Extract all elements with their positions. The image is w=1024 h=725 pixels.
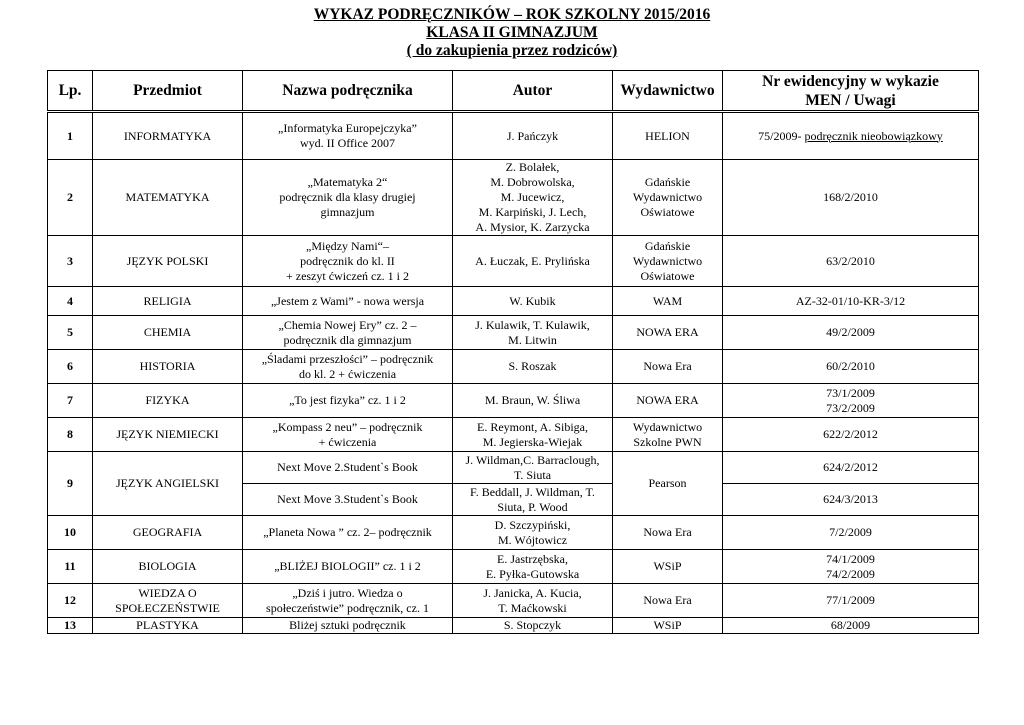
header-men-line-2: MEN / Uwagi <box>805 91 896 109</box>
row-book: „Śladami przeszłości” – podręcznik do kl. 2 + ćwiczenia <box>243 350 453 384</box>
title-line-2: KLASA II GIMNAZJUM <box>426 24 598 41</box>
row-men-number <box>723 516 979 550</box>
header-men <box>723 71 979 112</box>
row-author: J. Janicka, A. Kucia, T. Maćkowski <box>453 584 613 618</box>
row-subject: RELIGIA <box>93 287 243 316</box>
men-number: 49/2/2009 <box>826 325 875 339</box>
men-number: 7/2/2009 <box>829 525 872 539</box>
row-subject: CHEMIA <box>93 316 243 350</box>
header-subject: Przedmiot <box>93 71 243 112</box>
row-subject: JĘZYK ANGIELSKI <box>93 452 243 516</box>
row-book: „Między Nami“– podręcznik do kl. II + zeszyt ćwiczeń cz. 1 i 2 <box>243 236 453 287</box>
row-subject: GEOGRAFIA <box>93 516 243 550</box>
row-subject: JĘZYK NIEMIECKI <box>93 418 243 452</box>
table-row <box>48 112 979 160</box>
row-book: Next Move 3.Student`s Book <box>243 484 453 516</box>
header-men-line-1: Nr ewidencyjny w wykazie <box>762 72 939 90</box>
table-row <box>48 160 979 236</box>
row-subject: INFORMATYKA <box>93 112 243 160</box>
table-row <box>48 584 979 618</box>
row-subject: MATEMATYKA <box>93 160 243 236</box>
row-men-number <box>723 236 979 287</box>
row-subject: WIEDZA O SPOŁECZEŃSTWIE <box>93 584 243 618</box>
table-row <box>48 236 979 287</box>
row-subject: JĘZYK POLSKI <box>93 236 243 287</box>
row-men-number <box>723 160 979 236</box>
title-line-3: ( do zakupienia przez rodziców) <box>406 42 618 59</box>
row-publisher: Wydawnictwo Szkolne PWN <box>613 418 723 452</box>
row-book: „Chemia Nowej Ery” cz. 2 – podręcznik dla gimnazjum <box>243 316 453 350</box>
table-header-row <box>48 71 979 112</box>
row-men-number <box>723 618 979 634</box>
table-row <box>48 516 979 550</box>
table-row <box>48 618 979 634</box>
men-number: 60/2/2010 <box>826 359 875 373</box>
men-number: 168/2/2010 <box>823 190 878 204</box>
row-author: F. Beddall, J. Wildman, T. Siuta, P. Wood <box>453 484 613 516</box>
row-book: „Jestem z Wami” - nowa wersja <box>243 287 453 316</box>
table-row <box>48 384 979 418</box>
row-men-number <box>723 584 979 618</box>
row-publisher: WAM <box>613 287 723 316</box>
title-line-1: WYKAZ PODRĘCZNIKÓW – ROK SZKOLNY 2015/2016 <box>313 6 711 23</box>
row-book: „Matematyka 2“ podręcznik dla klasy drugiej gimnazjum <box>243 160 453 236</box>
row-author: E. Jastrzębska, E. Pyłka-Gutowska <box>453 550 613 584</box>
men-number: 624/2/2012 <box>823 460 878 474</box>
row-author: Z. Bolałek, M. Dobrowolska, M. Jucewicz, M. Karpiński, J. Lech, A. Mysior, K. Zarzycka <box>453 160 613 236</box>
men-number: 63/2/2010 <box>826 253 875 268</box>
row-author: S. Stopczyk <box>453 618 613 634</box>
row-author: E. Reymont, A. Sibiga, M. Jegierska-Wiejak <box>453 418 613 452</box>
row-lp: 10 <box>48 516 93 550</box>
row-lp: 3 <box>48 236 93 287</box>
row-book: „Kompass 2 neu” – podręcznik + ćwiczenia <box>243 418 453 452</box>
row-men-number: 624/3/2013 <box>723 484 979 516</box>
row-lp: 9 <box>48 452 93 516</box>
row-men-number <box>723 550 979 584</box>
row-author: D. Szczypiński, M. Wójtowicz <box>453 516 613 550</box>
men-number: 68/2009 <box>830 618 871 632</box>
men-number: 73/1/2009 73/2/2009 <box>826 385 875 415</box>
row-publisher: Nowa Era <box>613 516 723 550</box>
men-number: 75/2009- <box>758 128 805 143</box>
header-lp: Lp. <box>48 71 93 112</box>
header-author: Autor <box>453 71 613 112</box>
row-publisher: Nowa Era <box>613 350 723 384</box>
row-publisher: Gdańskie Wydawnictwo Oświatowe <box>613 160 723 236</box>
table-row <box>48 287 979 316</box>
row-publisher: WSiP <box>613 550 723 584</box>
row-author: W. Kubik <box>453 287 613 316</box>
men-number: 74/1/2009 74/2/2009 <box>826 551 875 581</box>
men-number: 622/2/2012 <box>823 427 878 441</box>
men-note: podręcznik nieobowiązkowy <box>804 128 943 143</box>
row-author: J. Wildman,C. Barraclough, T. Siuta <box>453 452 613 484</box>
row-author: J. Kulawik, T. Kulawik, M. Litwin <box>453 316 613 350</box>
row-publisher: WSiP <box>613 618 723 634</box>
row-book: „Dziś i jutro. Wiedza o społeczeństwie” podręcznik, cz. 1 <box>243 584 453 618</box>
row-lp: 2 <box>48 160 93 236</box>
row-book: „Informatyka Europejczyka” wyd. II Office 2007 <box>243 112 453 160</box>
row-subject: BIOLOGIA <box>93 550 243 584</box>
row-lp: 1 <box>48 112 93 160</box>
row-book: „BLIŻEJ BIOLOGII” cz. 1 i 2 <box>243 550 453 584</box>
header-book: Nazwa podręcznika <box>243 71 453 112</box>
table-row <box>48 550 979 584</box>
row-book: „Planeta Nowa ” cz. 2– podręcznik <box>243 516 453 550</box>
row-author: J. Pańczyk <box>453 112 613 160</box>
row-book: Bliżej sztuki podręcznik <box>243 618 453 634</box>
row-publisher: Pearson <box>613 452 723 516</box>
document-title <box>0 6 1024 60</box>
row-book: „To jest fizyka” cz. 1 i 2 <box>243 384 453 418</box>
row-subject: PLASTYKA <box>93 618 243 634</box>
row-men-number <box>723 112 979 160</box>
men-number: 77/1/2009 <box>826 593 875 607</box>
row-author: M. Braun, W. Śliwa <box>453 384 613 418</box>
row-lp: 4 <box>48 287 93 316</box>
row-lp: 5 <box>48 316 93 350</box>
row-author: A. Łuczak, E. Prylińska <box>453 236 613 287</box>
row-publisher: NOWA ERA <box>613 316 723 350</box>
table-row <box>48 316 979 350</box>
row-lp: 6 <box>48 350 93 384</box>
row-subject: HISTORIA <box>93 350 243 384</box>
row-lp: 13 <box>48 618 93 634</box>
row-book: Next Move 2.Student`s Book <box>243 452 453 484</box>
table-row <box>48 452 979 484</box>
row-publisher: Nowa Era <box>613 584 723 618</box>
table-row <box>48 418 979 452</box>
header-publisher: Wydawnictwo <box>613 71 723 112</box>
row-publisher: Gdańskie Wydawnictwo Oświatowe <box>613 236 723 287</box>
textbook-table <box>47 70 979 634</box>
row-lp: 12 <box>48 584 93 618</box>
row-men-number <box>723 418 979 452</box>
row-lp: 8 <box>48 418 93 452</box>
row-men-number <box>723 287 979 316</box>
row-men-number <box>723 452 979 484</box>
row-publisher: HELION <box>613 112 723 160</box>
row-subject: FIZYKA <box>93 384 243 418</box>
row-men-number <box>723 316 979 350</box>
row-men-number <box>723 384 979 418</box>
row-publisher: NOWA ERA <box>613 384 723 418</box>
row-lp: 11 <box>48 550 93 584</box>
row-lp: 7 <box>48 384 93 418</box>
men-number: AZ-32-01/10-KR-3/12 <box>795 293 906 308</box>
row-men-number <box>723 350 979 384</box>
row-author: S. Roszak <box>453 350 613 384</box>
table-row <box>48 350 979 384</box>
